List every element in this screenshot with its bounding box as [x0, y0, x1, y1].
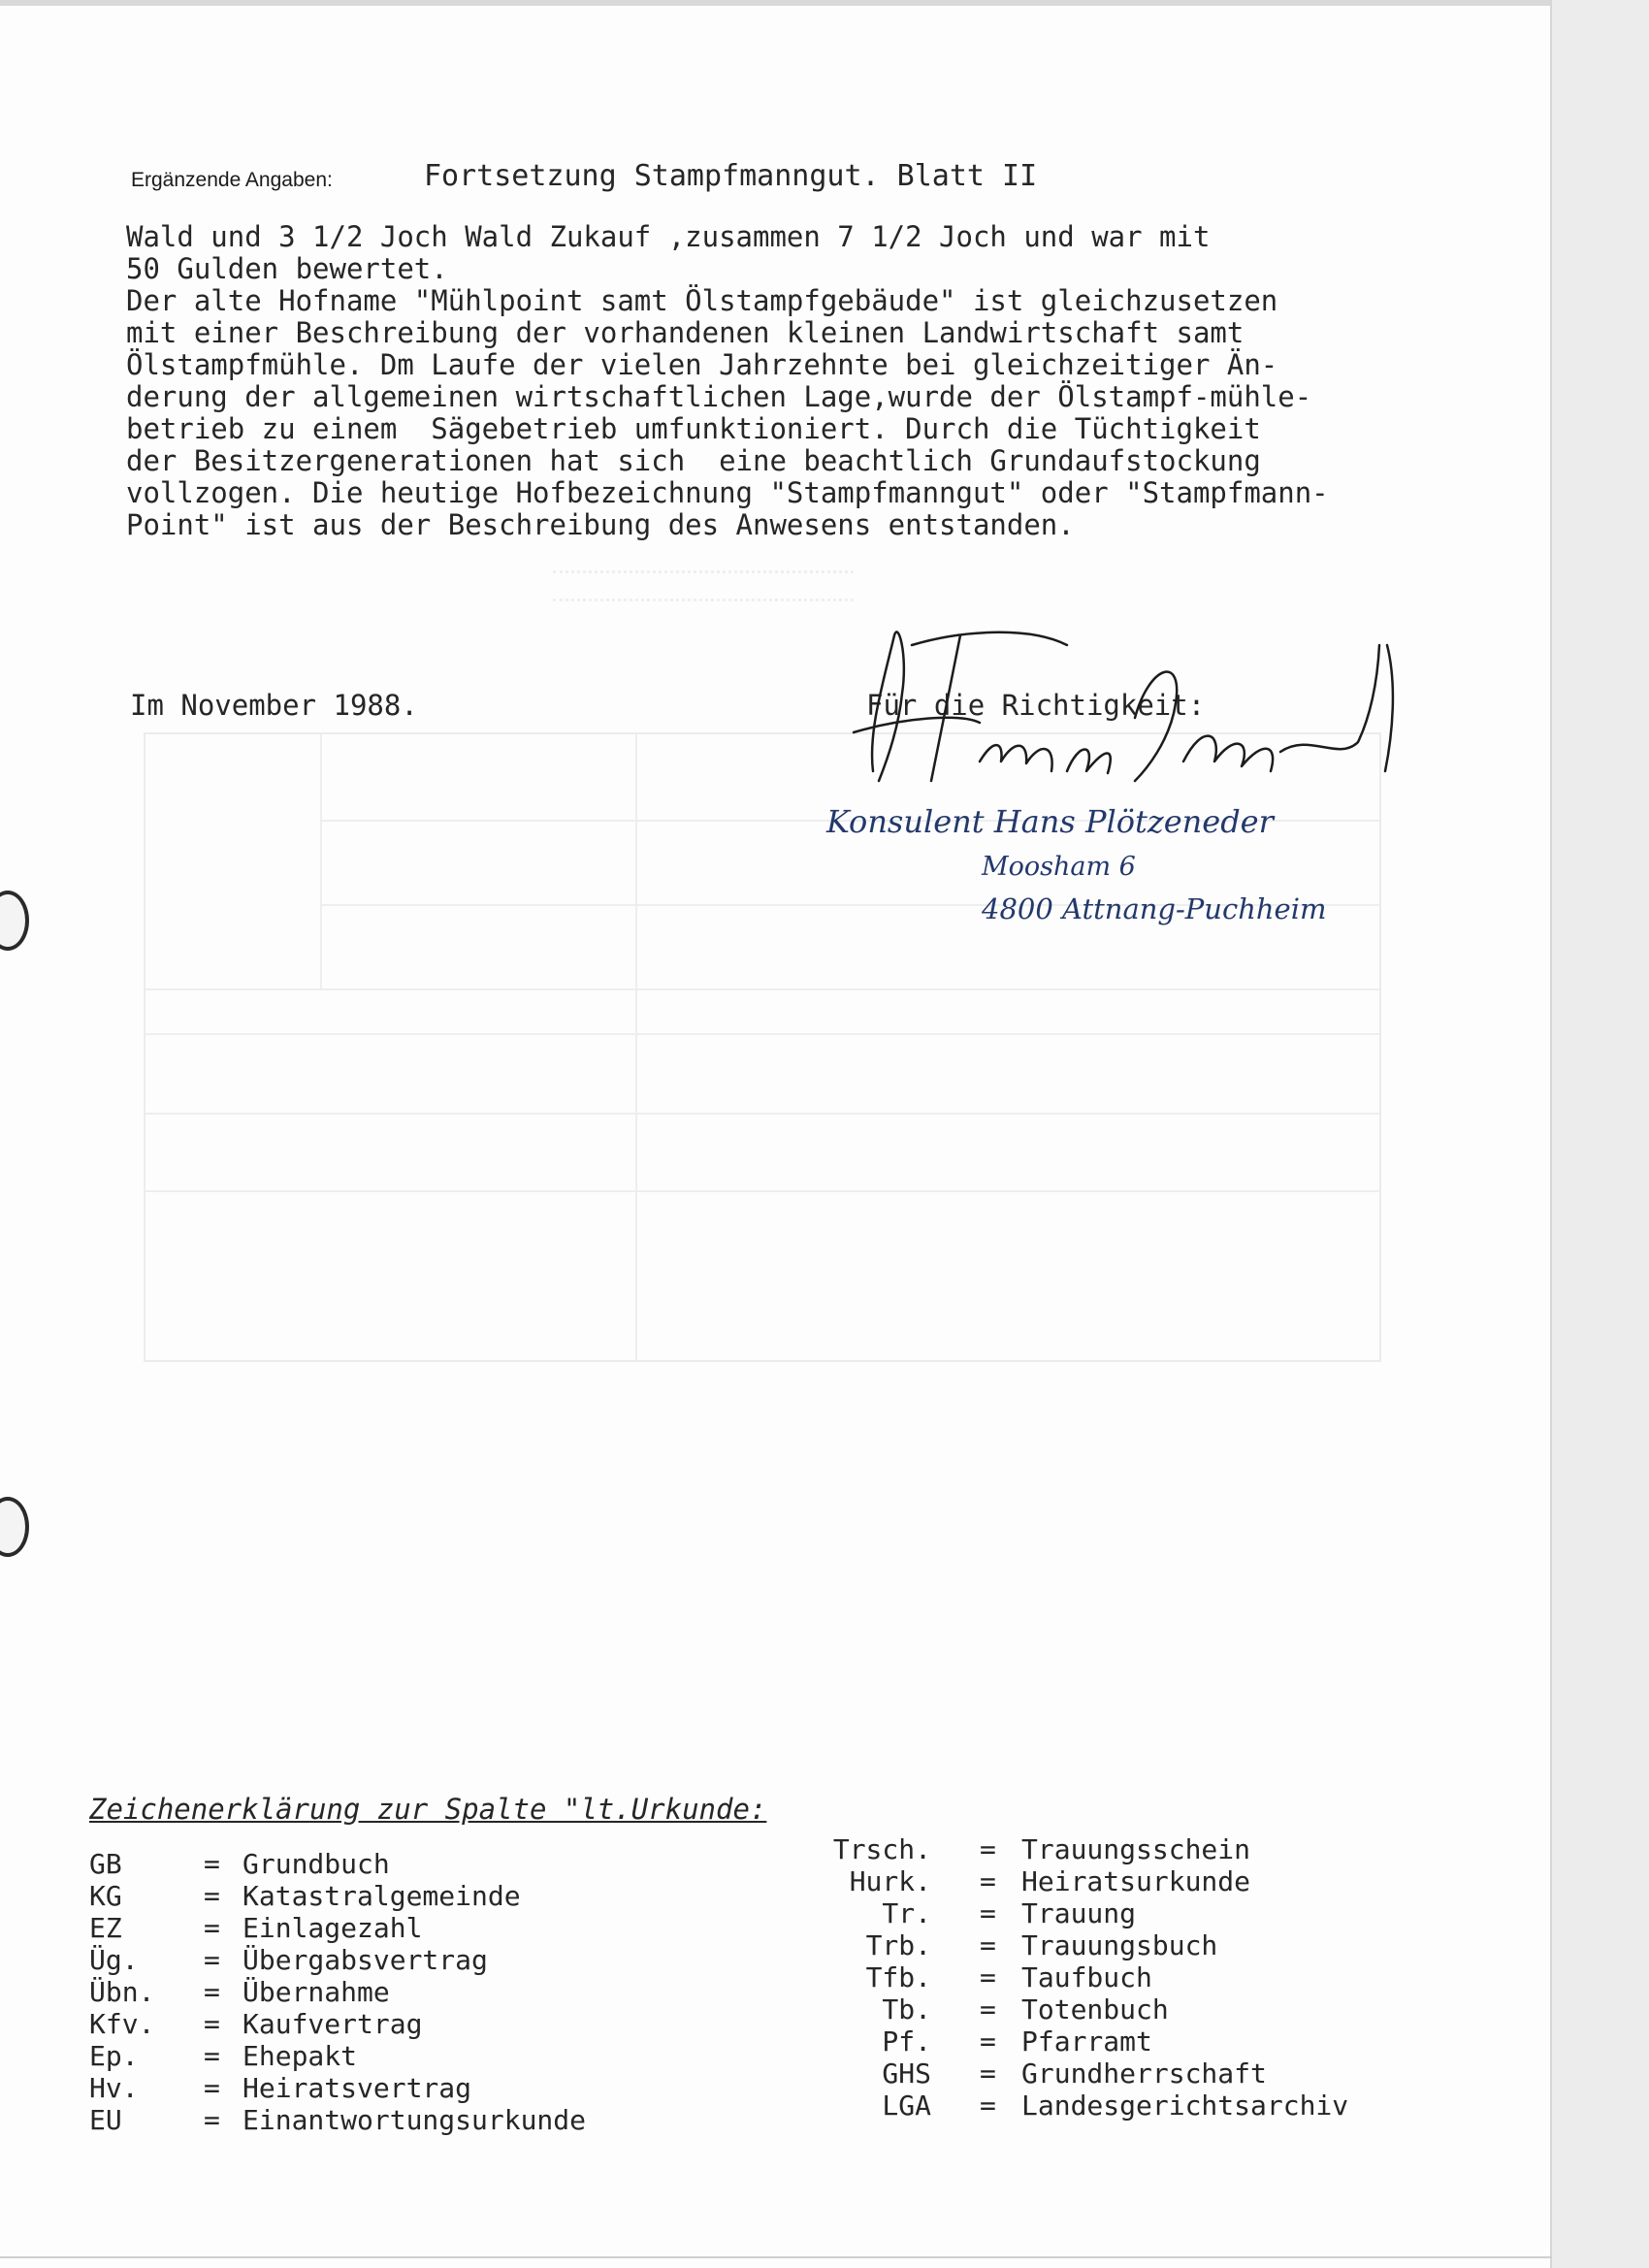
legend-definition: Trauung — [1021, 1897, 1137, 1929]
date-line: Im November 1988. — [130, 689, 418, 722]
legend-abbr: Trb. — [865, 1929, 931, 1961]
supplement-label: Ergänzende Angaben: — [131, 169, 333, 191]
legend-equals: = — [980, 1961, 996, 1993]
stamp-name: Konsulent Hans Plötzeneder — [826, 803, 1274, 840]
legend-definition: Landesgerichtsarchiv — [1021, 2090, 1349, 2122]
scan-bottom-edge — [0, 2256, 1552, 2258]
legend-definition: Grundbuch — [242, 1848, 390, 1880]
legend-abbr: GHS — [882, 2057, 931, 2090]
legend-definition: Heiratsvertrag — [242, 2072, 472, 2104]
body-line: Der alte Hofname "Mühlpoint samt Ölstampfgebäude" ist gleichzusetzen — [126, 284, 1278, 317]
body-text — [126, 221, 1523, 541]
body-line: betrieb zu einem Sägebetrieb umfunktioniert. Durch die Tüchtigkeit — [126, 412, 1261, 445]
body-line: der Besitzergenerationen hat sich eine beachtlich Grundaufstockung — [126, 444, 1261, 477]
legend-title: Zeichenerklärung zur Spalte "lt.Urkunde: — [89, 1793, 767, 1826]
legend-equals: = — [980, 2090, 996, 2122]
stamp-address: Moosham 6 — [982, 852, 1136, 882]
legend-equals: = — [980, 1993, 996, 2025]
body-line: 50 Gulden bewertet. — [126, 252, 448, 285]
legend-definition: Pfarramt — [1021, 2025, 1152, 2057]
legend-equals: = — [204, 2072, 220, 2104]
legend-equals: = — [204, 1848, 220, 1880]
legend-abbr: EZ — [89, 1912, 122, 1944]
legend-definition: Übernahme — [242, 1976, 390, 2008]
legend-abbr: Hv. — [89, 2072, 139, 2104]
correctness-label: Für die Richtigkeit: — [866, 689, 1206, 722]
legend-equals: = — [980, 2025, 996, 2057]
punch-hole-lower — [0, 1497, 29, 1557]
legend-equals: = — [980, 1929, 996, 1961]
legend-definition: Einantwortungsurkunde — [242, 2104, 587, 2136]
legend-equals: = — [204, 1912, 220, 1944]
bleed-through-heading — [553, 570, 854, 601]
body-line: Ölstampfmühle. Dm Laufe der vielen Jahrzehnte bei gleichzeitiger Än- — [126, 348, 1278, 381]
legend-definition: Übergabsvertrag — [242, 1944, 488, 1976]
legend-abbr: KG — [89, 1880, 122, 1912]
legend-definition: Heiratsurkunde — [1021, 1865, 1251, 1897]
legend-abbr: Pf. — [882, 2025, 931, 2057]
legend-equals: = — [980, 1833, 996, 1865]
body-line: vollzogen. Die heutige Hofbezeichnung "Stampfmanngut" oder "Stampfmann- — [126, 476, 1329, 509]
body-line: Point" ist aus der Beschreibung des Anwesens entstanden. — [126, 508, 1075, 541]
legend-abbr: EU — [89, 2104, 122, 2136]
legend-equals: = — [204, 2040, 220, 2072]
legend-abbr: Trsch. — [832, 1833, 931, 1865]
legend-abbr: Hurk. — [849, 1865, 931, 1897]
legend-definition: Kaufvertrag — [242, 2008, 423, 2040]
legend-abbr: Kfv. — [89, 2008, 155, 2040]
body-line: mit einer Beschreibung der vorhandenen kleinen Landwirtschaft samt — [126, 316, 1245, 349]
legend-definition: Einlagezahl — [242, 1912, 423, 1944]
legend-abbr: Ep. — [89, 2040, 139, 2072]
legend-definition: Taufbuch — [1021, 1961, 1152, 1993]
legend-abbr: Üg. — [89, 1944, 139, 1976]
legend-definition: Trauungsschein — [1021, 1833, 1251, 1865]
legend-equals: = — [204, 1880, 220, 1912]
legend-abbr: Tfb. — [865, 1961, 931, 1993]
legend-definition: Katastralgemeinde — [242, 1880, 521, 1912]
legend-abbr: Übn. — [89, 1976, 155, 2008]
legend-abbr: GB — [89, 1848, 122, 1880]
sheet-title: Fortsetzung Stampfmanngut. Blatt II — [424, 159, 1038, 193]
legend-equals: = — [980, 1897, 996, 1929]
legend-equals: = — [204, 1976, 220, 2008]
scan-top-edge — [0, 0, 1552, 6]
handwritten-signature — [815, 626, 1397, 800]
legend-equals: = — [980, 1865, 996, 1897]
legend-equals: = — [204, 2104, 220, 2136]
legend-abbr: Tr. — [882, 1897, 931, 1929]
body-line: derung der allgemeinen wirtschaftlichen Lage,wurde der Ölstampf-mühle- — [126, 380, 1312, 413]
stamp-town: 4800 Attnang-Puchheim — [982, 892, 1327, 925]
legend-definition: Trauungsbuch — [1021, 1929, 1218, 1961]
body-line: Wald und 3 1/2 Joch Wald Zukauf ,zusammen 7 1/2 Joch und war mit — [126, 220, 1211, 253]
legend-equals: = — [980, 2057, 996, 2090]
legend-definition: Grundherrschaft — [1021, 2057, 1267, 2090]
legend-definition: Totenbuch — [1021, 1993, 1169, 2025]
legend-abbr: LGA — [882, 2090, 931, 2122]
legend-equals: = — [204, 2008, 220, 2040]
legend-abbr: Tb. — [882, 1993, 931, 2025]
punch-hole-upper — [0, 891, 29, 951]
legend-definition: Ehepakt — [242, 2040, 358, 2072]
scan-right-margin — [1550, 0, 1649, 2268]
legend-equals: = — [204, 1944, 220, 1976]
